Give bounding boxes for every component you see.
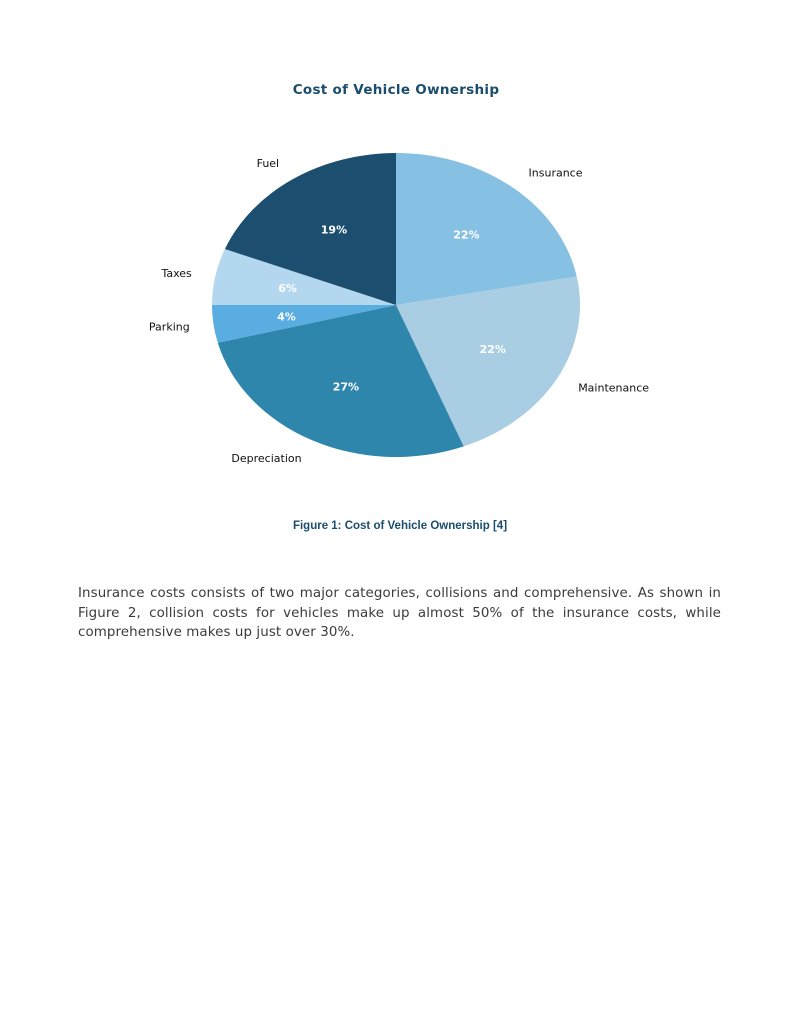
- figure-caption: Figure 1: Cost of Vehicle Ownership [4]: [292, 520, 508, 532]
- pie-pct-label-depreciation: 27%: [332, 380, 360, 394]
- pie-category-label-maintenance: Maintenance: [578, 381, 650, 395]
- pie-pct-label-taxes: 6%: [278, 281, 297, 295]
- pie-pct-label-fuel: 19%: [320, 223, 348, 237]
- pie-pct-label-parking: 4%: [277, 310, 296, 324]
- pie-pct-label-insurance: 22%: [453, 228, 480, 242]
- pie-category-label-fuel: Fuel: [256, 156, 280, 170]
- body-paragraph: Insurance costs consists of two major categories, collisions and comprehensive. As shown in Figure 2, collision costs for vehicles make up almost 50% of the insurance costs, while comprehensive makes up just over 30%.: [78, 586, 721, 640]
- pie-category-label-parking: Parking: [148, 320, 190, 334]
- chart-title: Cost of Vehicle Ownership: [292, 82, 500, 98]
- pie-category-label-insurance: Insurance: [528, 166, 583, 180]
- pie-pct-label-maintenance: 22%: [479, 342, 506, 356]
- pie-chart: [0, 0, 800, 500]
- pie-category-label-depreciation: Depreciation: [231, 452, 302, 466]
- pie-category-label-taxes: Taxes: [161, 266, 192, 280]
- pie-chart-figure: [0, 0, 800, 500]
